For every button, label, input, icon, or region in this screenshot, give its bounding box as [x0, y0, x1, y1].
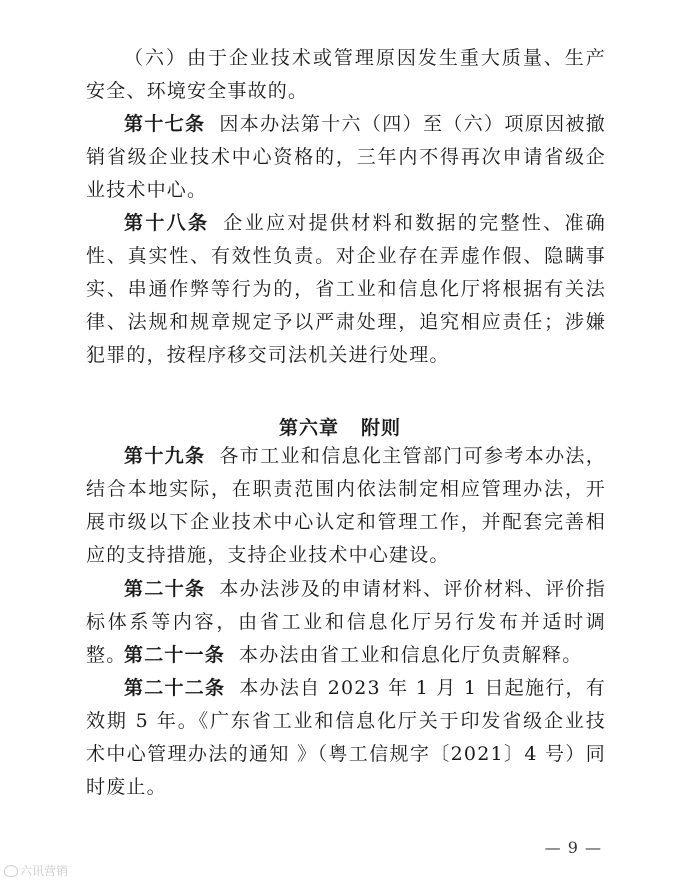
paragraph-article-18: [86, 207, 606, 372]
paragraph-text: 因本办法第十六（四）至（六）项原因被撤销省级企业技术中心资格的，三年内不得再次申请省级企业技术中心。: [86, 113, 606, 201]
watermark-logo-icon: [4, 865, 18, 877]
watermark-text: 六讯营销: [20, 864, 69, 878]
article-number: 第二十二条: [124, 677, 226, 699]
paragraph-article-22: [86, 672, 606, 804]
paragraph-text: 本办法由省工业和信息化厅负责解释。: [239, 644, 583, 666]
article-number: 第十七条: [124, 113, 206, 135]
page-number: — 9 —: [544, 838, 602, 857]
watermark: [4, 862, 68, 879]
paragraph-text: 本办法自 2023 年 1 月 1 日起施行，有效期 5 年。《广东省工业和信息化厅关于印发省级企业技术中心管理办法的通知 》（粤工信规字〔2021〕4 号）同时废止。: [86, 677, 606, 798]
chapter-number: 第六章: [278, 417, 339, 439]
article-number: 第二十一条: [124, 644, 226, 666]
paragraph-text: 企业应对提供材料和数据的完整性、准确性、真实性、有效性负责。对企业存在弄虚作假、隐瞒事实、串通作弊等行为的，省工业和信息化厅将根据有关法律、法规和规章规定予以严肃处理，追究相应责任；涉嫌犯罪的，按程序移交司法机关进行处理。: [86, 212, 606, 366]
paragraph-item-six: [86, 42, 606, 108]
paragraph-article-19: [86, 440, 606, 572]
chapter-title: 附则: [361, 417, 402, 439]
article-number: 第二十条: [124, 578, 206, 600]
article-number: 第十八条: [124, 212, 210, 234]
paragraph-text: （六）由于企业技术或管理原因发生重大质量、生产安全、环境安全事故的。: [86, 47, 606, 102]
paragraph-article-21: [86, 639, 606, 672]
article-number: 第十九条: [124, 445, 206, 467]
chapter-heading: [0, 413, 680, 440]
paragraph-text: 各市工业和信息化主管部门可参考本办法，结合本地实际，在职责范围内依法制定相应管理办法，开展市级以下企业技术中心认定和管理工作，并配套完善相应的支持措施，支持企业技术中心建设。: [86, 445, 606, 566]
paragraph-article-17: [86, 108, 606, 207]
paragraph-text: 本办法涉及的申请材料、评价材料、评价指标体系等内容，由省工业和信息化厅另行发布并适时调整。: [86, 578, 606, 666]
